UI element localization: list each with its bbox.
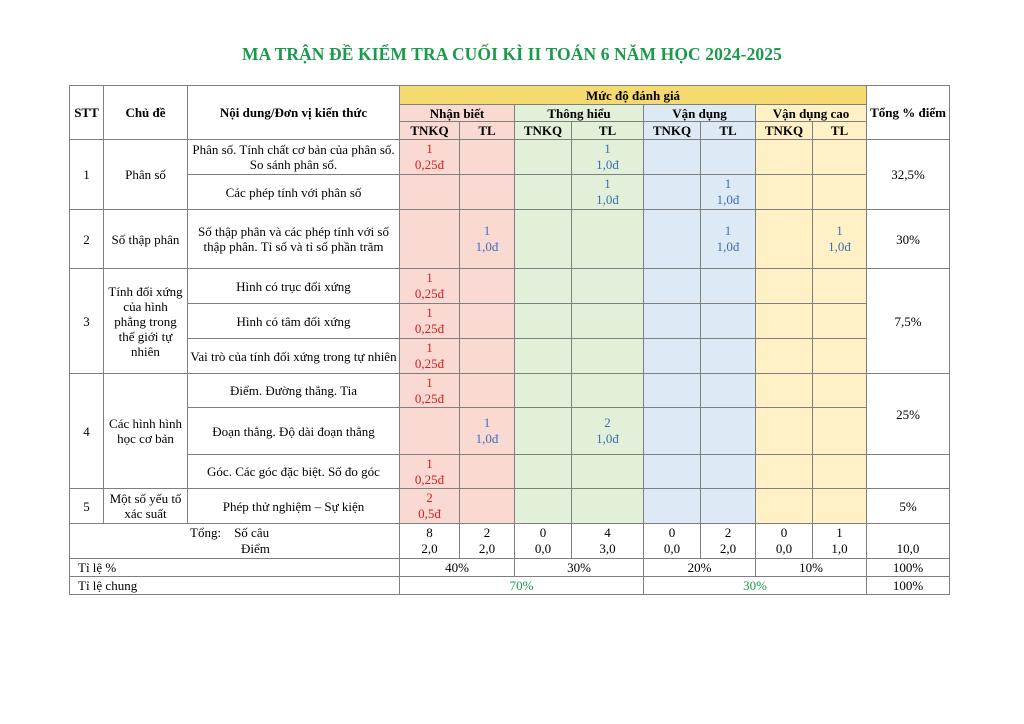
vd-tnkq-cell xyxy=(644,455,701,489)
vdc-tnkq-cell xyxy=(756,489,813,524)
nb-tl-cell xyxy=(460,339,515,374)
row-noi-dung: Điểm. Đường thẳng. Tia xyxy=(188,374,400,408)
nb-tl-cell xyxy=(460,140,515,175)
nb-tl-cell xyxy=(460,455,515,489)
sum-cell xyxy=(572,524,644,559)
row-stt: 5 xyxy=(70,489,104,524)
sum-so-cau: 1 xyxy=(836,525,843,540)
vd-tnkq-cell xyxy=(644,140,701,175)
ti-le-van-dung-cao: 10% xyxy=(756,559,867,577)
row-total: 32,5% xyxy=(867,140,950,210)
nb-tnkq-cell xyxy=(400,339,460,374)
cell-count: 1 xyxy=(604,141,611,156)
row-stt: 3 xyxy=(70,269,104,374)
sum-so-cau: 2 xyxy=(724,525,732,540)
sum-diem: 0,0 xyxy=(663,541,681,556)
summary-row-tong xyxy=(70,524,950,559)
sum-diem: 2,0 xyxy=(421,541,438,556)
row-noi-dung: Số thập phân và các phép tính với số thập phân. Tỉ số và tỉ số phần trăm xyxy=(188,210,400,269)
page-title: MA TRẬN ĐỀ KIỂM TRA CUỐI KÌ II TOÁN 6 NĂM HỌC 2024-2025 xyxy=(242,44,782,64)
nb-tnkq-cell xyxy=(400,489,460,524)
th-tnkq-cell xyxy=(515,304,572,339)
header-tnkq: TNKQ xyxy=(756,122,813,140)
th-tl-cell xyxy=(572,304,644,339)
th-tnkq-cell xyxy=(515,140,572,175)
row-stt: 1 xyxy=(70,140,104,210)
cell-points: 0,25đ xyxy=(414,157,445,172)
summary-row-ti-le xyxy=(70,559,950,577)
vd-tl-cell xyxy=(701,374,756,408)
row-noi-dung: Góc. Các góc đặc biệt. Số đo góc xyxy=(188,455,400,489)
nb-tnkq-cell xyxy=(400,175,460,210)
cell-points: 1,0đ xyxy=(475,239,499,254)
nb-tl-cell xyxy=(460,489,515,524)
cell-points: 0,5đ xyxy=(418,506,441,521)
vd-tl-cell xyxy=(701,455,756,489)
vd-tl-cell xyxy=(701,489,756,524)
row-total: 30% xyxy=(867,210,950,269)
row-noi-dung: Hình có tâm đối xứng xyxy=(188,304,400,339)
vd-tl-cell xyxy=(701,269,756,304)
cell-points: 0,25đ xyxy=(414,321,445,336)
table-row xyxy=(70,339,950,374)
cell-points: 1,0đ xyxy=(475,431,499,446)
table-row xyxy=(70,408,950,455)
cell-count: 1 xyxy=(836,223,843,238)
cell-count: 1 xyxy=(426,305,433,320)
nb-tnkq-cell xyxy=(400,304,460,339)
sum-cell xyxy=(813,524,867,559)
ti-le-van-dung: 20% xyxy=(644,559,756,577)
th-tnkq-cell xyxy=(515,175,572,210)
table-row xyxy=(70,455,950,489)
th-tnkq-cell xyxy=(515,339,572,374)
cell-points: 0,25đ xyxy=(414,286,445,301)
cell-points: 1,0đ xyxy=(828,239,851,254)
sum-so-cau: 0 xyxy=(780,525,788,540)
vdc-tl-cell xyxy=(813,304,867,339)
assessment-matrix-table xyxy=(69,85,950,595)
table-row xyxy=(70,374,950,408)
header-tl: TL xyxy=(813,122,867,140)
nb-tl-cell xyxy=(460,304,515,339)
sum-so-cau: 8 xyxy=(426,525,433,540)
vdc-tnkq-cell xyxy=(756,374,813,408)
ti-le-label: Tỉ lệ % xyxy=(70,559,400,577)
vd-tnkq-cell xyxy=(644,408,701,455)
table-row xyxy=(70,489,950,524)
row-noi-dung: Phân số. Tính chất cơ bản của phân số. So sánh phân số. xyxy=(188,140,400,175)
header-van-dung: Vận dụng xyxy=(644,105,756,122)
sum-diem: 0,0 xyxy=(775,541,793,556)
header-van-dung-cao: Vận dụng cao xyxy=(756,105,867,122)
th-tl-cell xyxy=(572,374,644,408)
row-noi-dung: Các phép tính với phân số xyxy=(188,175,400,210)
row-noi-dung: Hình có trục đối xứng xyxy=(188,269,400,304)
vdc-tl-cell xyxy=(813,339,867,374)
header-tl: TL xyxy=(460,122,515,140)
th-tnkq-cell xyxy=(515,408,572,455)
cell-count: 2 xyxy=(426,490,433,505)
ti-le-chung-1: 70% xyxy=(400,577,644,595)
ti-le-thong-hieu: 30% xyxy=(515,559,644,577)
cell-count: 1 xyxy=(483,223,491,238)
th-tnkq-cell xyxy=(515,374,572,408)
sum-so-cau: 4 xyxy=(604,525,611,540)
vdc-tnkq-cell xyxy=(756,455,813,489)
sum-cell xyxy=(400,524,460,559)
th-tl-cell xyxy=(572,210,644,269)
ti-le-nhan-biet: 40% xyxy=(400,559,515,577)
nb-tl-cell xyxy=(460,175,515,210)
nb-tnkq-cell xyxy=(400,269,460,304)
vdc-tl-cell xyxy=(813,210,867,269)
header-noi-dung: Nội dung/Đơn vị kiến thức xyxy=(188,86,400,140)
vd-tnkq-cell xyxy=(644,175,701,210)
row-stt: 4 xyxy=(70,374,104,489)
th-tnkq-cell xyxy=(515,489,572,524)
header-thong-hieu: Thông hiểu xyxy=(515,105,644,122)
vdc-tnkq-cell xyxy=(756,304,813,339)
row-chu-de: Số thập phân xyxy=(104,210,188,269)
sum-cell xyxy=(701,524,756,559)
table-row xyxy=(70,140,950,175)
header-tnkq: TNKQ xyxy=(644,122,701,140)
row-chu-de: Tính đối xứng của hình phẳng trong thế giới tự nhiên xyxy=(104,269,188,374)
table-row xyxy=(70,304,950,339)
table-row xyxy=(70,269,950,304)
cell-count: 1 xyxy=(426,141,433,156)
row-chu-de: Phân số xyxy=(104,140,188,210)
ti-le-chung-label: Tỉ lệ chung xyxy=(70,577,400,595)
nb-tl-cell xyxy=(460,408,515,455)
header-tnkq: TNKQ xyxy=(400,122,460,140)
header-chu-de: Chủ đề xyxy=(104,86,188,140)
vd-tnkq-cell xyxy=(644,304,701,339)
cell-points: 0,25đ xyxy=(414,390,445,406)
row-total: 7,5% xyxy=(867,269,950,374)
nb-tnkq-cell xyxy=(400,210,460,269)
cell-count: 1 xyxy=(426,455,433,471)
summary-row-ti-le-chung xyxy=(70,577,950,595)
tong-label: Tổng: xyxy=(190,525,222,540)
vd-tl-cell xyxy=(701,304,756,339)
vdc-tnkq-cell xyxy=(756,210,813,269)
header-muc-do: Mức độ đánh giá xyxy=(400,86,867,105)
vdc-tl-cell xyxy=(813,175,867,210)
cell-count: 1 xyxy=(426,270,433,285)
cell-count: 1 xyxy=(724,176,732,191)
th-tnkq-cell xyxy=(515,269,572,304)
vdc-tnkq-cell xyxy=(756,175,813,210)
th-tnkq-cell xyxy=(515,210,572,269)
summary-label-cell xyxy=(70,524,400,559)
row-noi-dung: Phép thử nghiệm – Sự kiện xyxy=(188,489,400,524)
th-tnkq-cell xyxy=(515,455,572,489)
header-tl: TL xyxy=(572,122,644,140)
vd-tl-cell xyxy=(701,339,756,374)
row-noi-dung: Vai trò của tính đối xứng trong tự nhiên xyxy=(188,339,400,374)
sum-cell xyxy=(515,524,572,559)
row-total-empty xyxy=(867,455,950,489)
diem-label: Điểm xyxy=(241,541,270,556)
header-tnkq: TNKQ xyxy=(515,122,572,140)
vd-tnkq-cell xyxy=(644,339,701,374)
th-tl-cell xyxy=(572,408,644,455)
sum-so-cau: 0 xyxy=(539,525,547,540)
vdc-tnkq-cell xyxy=(756,339,813,374)
th-tl-cell xyxy=(572,269,644,304)
row-total: 5% xyxy=(867,489,950,524)
cell-count: 1 xyxy=(724,223,732,238)
header-tl: TL xyxy=(701,122,756,140)
vdc-tl-cell xyxy=(813,489,867,524)
sum-diem: 2,0 xyxy=(478,541,496,556)
cell-count: 1 xyxy=(483,415,491,430)
cell-count: 1 xyxy=(604,176,611,191)
nb-tl-cell xyxy=(460,269,515,304)
header-tong: Tổng % điểm xyxy=(867,86,950,140)
vd-tl-cell xyxy=(701,210,756,269)
sum-diem: 3,0 xyxy=(599,541,616,556)
sum-cell xyxy=(460,524,515,559)
cell-points: 0,25đ xyxy=(414,471,445,487)
cell-count: 2 xyxy=(604,415,611,430)
sum-cell xyxy=(644,524,701,559)
cell-points: 1,0đ xyxy=(716,192,740,207)
vdc-tnkq-cell xyxy=(756,269,813,304)
so-cau-label: Số câu xyxy=(234,525,270,540)
vdc-tl-cell xyxy=(813,374,867,408)
header-stt: STT xyxy=(70,86,104,140)
ti-le-chung-2: 30% xyxy=(644,577,867,595)
cell-points: 1,0đ xyxy=(596,157,619,172)
vdc-tnkq-cell xyxy=(756,140,813,175)
nb-tnkq-cell xyxy=(400,140,460,175)
nb-tnkq-cell xyxy=(400,455,460,489)
vd-tl-cell xyxy=(701,408,756,455)
vd-tnkq-cell xyxy=(644,210,701,269)
th-tl-cell xyxy=(572,339,644,374)
nb-tl-cell xyxy=(460,210,515,269)
table-row xyxy=(70,210,950,269)
cell-points: 0,25đ xyxy=(414,356,445,371)
ti-le-total: 100% xyxy=(867,559,950,577)
vdc-tl-cell xyxy=(813,140,867,175)
table-row xyxy=(70,175,950,210)
row-total: 25% xyxy=(867,374,950,455)
sum-diem: 1,0 xyxy=(831,541,848,556)
cell-points: 1,0đ xyxy=(716,239,740,254)
vd-tl-cell xyxy=(701,140,756,175)
th-tl-cell xyxy=(572,489,644,524)
cell-points: 1,0đ xyxy=(596,192,619,207)
vdc-tl-cell xyxy=(813,408,867,455)
nb-tnkq-cell xyxy=(400,374,460,408)
sum-diem: 2,0 xyxy=(719,541,737,556)
sum-cell xyxy=(756,524,813,559)
th-tl-cell xyxy=(572,175,644,210)
sum-total: 10,0 xyxy=(867,524,950,559)
sum-diem: 0,0 xyxy=(534,541,552,556)
vd-tnkq-cell xyxy=(644,269,701,304)
sum-so-cau: 0 xyxy=(668,525,676,540)
sum-so-cau: 2 xyxy=(483,525,491,540)
nb-tl-cell xyxy=(460,374,515,408)
nb-tnkq-cell xyxy=(400,408,460,455)
vdc-tnkq-cell xyxy=(756,408,813,455)
vd-tnkq-cell xyxy=(644,489,701,524)
vd-tl-cell xyxy=(701,175,756,210)
vd-tnkq-cell xyxy=(644,374,701,408)
vdc-tl-cell xyxy=(813,269,867,304)
cell-count: 1 xyxy=(426,340,433,355)
header-nhan-biet: Nhận biết xyxy=(400,105,515,122)
row-chu-de: Các hình hình học cơ bản xyxy=(104,374,188,489)
header-row-1 xyxy=(70,86,950,105)
row-stt: 2 xyxy=(70,210,104,269)
cell-points: 1,0đ xyxy=(596,431,619,446)
th-tl-cell xyxy=(572,140,644,175)
vdc-tl-cell xyxy=(813,455,867,489)
cell-count: 1 xyxy=(426,374,433,390)
row-chu-de: Một số yếu tố xác suất xyxy=(104,489,188,524)
th-tl-cell xyxy=(572,455,644,489)
ti-le-chung-total: 100% xyxy=(867,577,950,595)
row-noi-dung: Đoạn thẳng. Độ dài đoạn thẳng xyxy=(188,408,400,455)
